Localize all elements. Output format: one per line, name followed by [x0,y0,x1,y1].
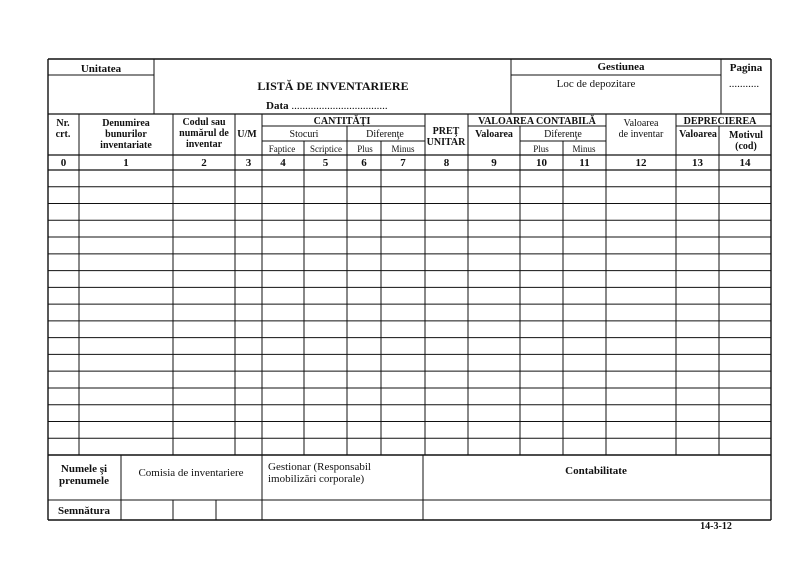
col-codul: Codul sau numărul de inventar [179,117,229,150]
col-valoarea: Valoarea [475,129,513,140]
col-valoarea-inventar: Valoarea de inventar [618,118,664,140]
column-number: 2 [201,157,207,169]
semnatura-label: Semnătura [58,505,110,517]
column-number: 6 [361,157,367,169]
unitatea-label: Unitatea [80,63,122,75]
column-number: 9 [491,157,497,169]
data-field[interactable] [266,101,388,112]
column-number: 3 [245,157,252,169]
column-number: 5 [322,157,329,169]
column-number: 7 [400,157,406,169]
pagina-label: Pagina [729,62,763,74]
loc-depozitare-label: Loc de depozitare [556,78,636,90]
page-title: LISTĂ DE INVENTARIERE [257,79,409,93]
col-nr-crt: Nr. crt. [55,118,71,140]
col-um: U/M [237,129,257,140]
numele-label: Numele şi prenumele [59,463,109,488]
col-minus-q: Minus [391,144,415,154]
col-scriptice: Scriptice [310,144,342,154]
col-pret-unitar: PREŢ UNITAR [426,126,466,148]
comisia-label: Comisia de inventariere [138,467,244,479]
data-label: Data [266,100,289,112]
column-number: 14 [739,157,751,169]
col-dep-valoarea: Valoarea [679,129,717,140]
stocuri-header: Stocuri [289,129,319,140]
col-plus-v: Plus [533,144,549,154]
gestiunea-label: Gestiunea [597,61,645,73]
column-number: 0 [60,157,67,169]
gestionar-label: Gestionar (Responsabil imobilizări corporale) [268,461,371,486]
column-number: 11 [579,157,590,169]
diferente-q-header: Diferenţe [366,129,404,140]
data-dots: ................................... [291,100,388,112]
valoarea-contabila-header: VALOAREA CONTABILĂ [478,116,596,127]
column-number: 8 [443,157,450,169]
column-number: 4 [280,157,286,169]
col-denumirea: Denumirea bunurilor inventariate [100,118,152,151]
pagina-dots[interactable]: ........... [728,78,760,90]
col-minus-v: Minus [572,144,596,154]
contabilitate-label: Contabilitate [565,465,627,477]
column-number: 1 [123,157,129,169]
col-plus-q: Plus [357,144,373,154]
column-number: 13 [692,157,703,169]
cantitati-header: CANTITĂŢI [313,116,371,127]
col-faptice: Faptice [268,144,296,154]
diferente-v-header: Diferenţe [544,129,582,140]
deprecierea-header: DEPRECIEREA [683,116,757,127]
column-number: 12 [635,157,647,169]
column-number: 10 [536,157,547,169]
col-motivul: Motivul (cod) [729,130,763,152]
form-code: 14-3-12 [700,521,732,532]
